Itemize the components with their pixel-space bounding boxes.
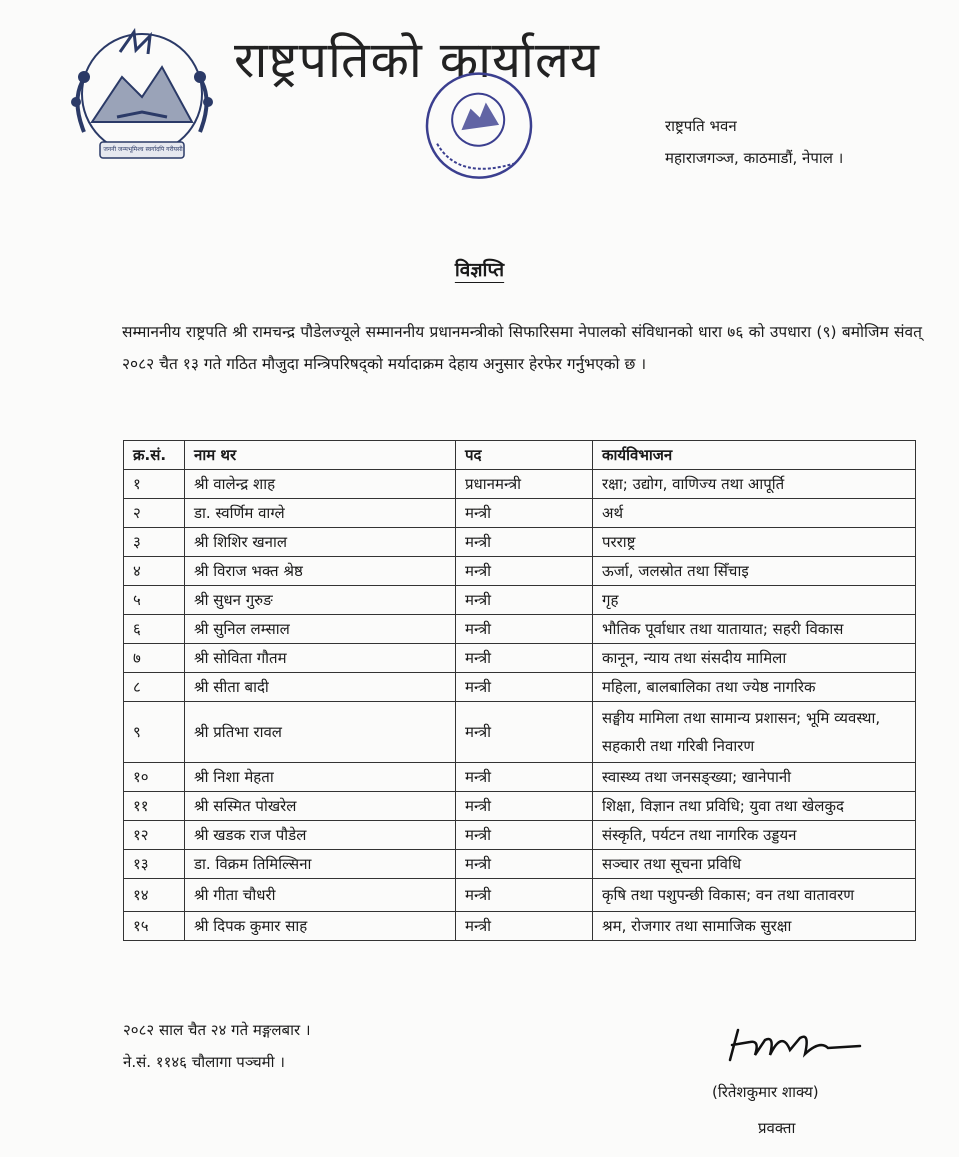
signature-icon: [720, 1020, 870, 1080]
cell-name: श्री खडक राज पौडेल: [185, 821, 456, 850]
table-row: [124, 673, 916, 702]
cell-serial: १५: [124, 912, 185, 941]
cell-serial: ७: [124, 644, 185, 673]
cell-portfolio: कानून, न्याय तथा संसदीय मामिला: [593, 644, 916, 673]
cell-post: मन्त्री: [456, 879, 593, 912]
header-name: नाम थर: [185, 441, 456, 470]
cell-post: मन्त्री: [456, 644, 593, 673]
cell-post: मन्त्री: [456, 586, 593, 615]
cabinet-table: [123, 440, 916, 941]
notice-body: सम्माननीय राष्ट्रपति श्री रामचन्द्र पौडेलज्यूले सम्माननीय प्रधानमन्त्रीको सिफारिसमा नेपालको संविधानको धारा ७६ को उपधारा (९) बमोजिम संवत् २०८२ चैत १३ गते गठित मौजुदा मन्त्रिपरिषद्को मर्यादाक्रम देहाय अनुसार हेरफेर गर्नुभएको छ ।: [122, 323, 922, 373]
cell-serial: १३: [124, 850, 185, 879]
cell-name: डा. विक्रम तिमिल्सिना: [185, 850, 456, 879]
cell-serial: ४: [124, 557, 185, 586]
address-line-2: महाराजगञ्ज, काठमाडौं, नेपाल ।: [665, 149, 844, 167]
header-portfolio: कार्यविभाजन: [593, 441, 916, 470]
cell-post: मन्त्री: [456, 763, 593, 792]
cell-name: श्री विराज भक्त श्रेष्ठ: [185, 557, 456, 586]
table-row: [124, 821, 916, 850]
cell-serial: ११: [124, 792, 185, 821]
table-row: [124, 912, 916, 941]
cell-name: श्री प्रतिभा रावल: [185, 702, 456, 763]
table-header-row: [124, 441, 916, 470]
cell-portfolio: स्वास्थ्य तथा जनसङ्ख्या; खानेपानी: [593, 763, 916, 792]
cell-post: मन्त्री: [456, 792, 593, 821]
cell-portfolio: शिक्षा, विज्ञान तथा प्रविधि; युवा तथा खेलकुद: [593, 792, 916, 821]
office-address: [665, 110, 843, 174]
cell-post: मन्त्री: [456, 499, 593, 528]
cell-portfolio: गृह: [593, 586, 916, 615]
cell-serial: ६: [124, 615, 185, 644]
cell-portfolio: अर्थ: [593, 499, 916, 528]
table-row: [124, 470, 916, 499]
cell-portfolio: ऊर्जा, जलस्रोत तथा सिँचाइ: [593, 557, 916, 586]
address-line-1: राष्ट्रपति भवन: [665, 117, 737, 135]
cell-portfolio: सञ्चार तथा सूचना प्रविधि: [593, 850, 916, 879]
table-row: [124, 557, 916, 586]
office-title: राष्ट्रपतिको कार्यालय: [234, 31, 600, 89]
cell-name: श्री निशा मेहता: [185, 763, 456, 792]
cell-portfolio: महिला, बालबालिका तथा ज्येष्ठ नागरिक: [593, 673, 916, 702]
emblem-caption: जननी जन्मभूमिश्च स्वर्गादपि गरीयसी: [103, 146, 183, 153]
table-row: [124, 615, 916, 644]
cell-name: श्री सुनिल लम्साल: [185, 615, 456, 644]
cell-serial: ९: [124, 702, 185, 763]
cell-post: मन्त्री: [456, 702, 593, 763]
table-row: [124, 850, 916, 879]
cell-post: मन्त्री: [456, 673, 593, 702]
cell-portfolio: कृषि तथा पशुपन्छी विकास; वन तथा वातावरण: [593, 879, 916, 912]
cell-portfolio: सङ्घीय मामिला तथा सामान्य प्रशासन; भूमि व्यवस्था, सहकारी तथा गरिबी निवारण: [593, 702, 916, 763]
cell-post: मन्त्री: [456, 850, 593, 879]
date-line-1: २०८२ साल चैत २४ गते मङ्गलबार ।: [123, 1021, 311, 1039]
table-row: [124, 499, 916, 528]
cell-name: डा. स्वर्णिम वाग्ले: [185, 499, 456, 528]
cell-name: श्री सोविता गौतम: [185, 644, 456, 673]
table-row: [124, 644, 916, 673]
cell-serial: १: [124, 470, 185, 499]
cell-name: श्री वालेन्द्र शाह: [185, 470, 456, 499]
cell-name: श्री सस्मित पोखरेल: [185, 792, 456, 821]
table-row: [124, 528, 916, 557]
signatory-name: (रितेशकुमार शाक्य): [712, 1083, 819, 1101]
cell-serial: २: [124, 499, 185, 528]
header-post: पद: [456, 441, 593, 470]
notice-heading-text: विज्ञप्ति: [454, 259, 505, 281]
cell-portfolio: भौतिक पूर्वाधार तथा यातायात; सहरी विकास: [593, 615, 916, 644]
table-row: [124, 763, 916, 792]
notice-heading: [0, 256, 959, 282]
table-row: [124, 792, 916, 821]
cell-serial: ८: [124, 673, 185, 702]
cell-serial: ३: [124, 528, 185, 557]
table-row: [124, 702, 916, 763]
cell-name: श्री शिशिर खनाल: [185, 528, 456, 557]
cell-post: मन्त्री: [456, 912, 593, 941]
cell-post: मन्त्री: [456, 821, 593, 850]
cell-name: श्री सुधन गुरुङ: [185, 586, 456, 615]
cell-portfolio: संस्कृति, पर्यटन तथा नागरिक उड्डयन: [593, 821, 916, 850]
cell-serial: १४: [124, 879, 185, 912]
cell-name: श्री दिपक कुमार साह: [185, 912, 456, 941]
cell-post: प्रधानमन्त्री: [456, 470, 593, 499]
cell-post: मन्त्री: [456, 528, 593, 557]
cell-portfolio: परराष्ट्र: [593, 528, 916, 557]
official-seal-icon: [402, 68, 552, 198]
issue-date: [123, 1014, 311, 1078]
table-row: [124, 879, 916, 912]
cell-post: मन्त्री: [456, 615, 593, 644]
cell-name: श्री सीता बादी: [185, 673, 456, 702]
cell-serial: ५: [124, 586, 185, 615]
cell-serial: १२: [124, 821, 185, 850]
cell-portfolio: रक्षा; उद्योग, वाणिज्य तथा आपूर्ति: [593, 470, 916, 499]
cabinet-table-body: [124, 470, 916, 941]
date-line-2: ने.सं. ११४६ चौलागा पञ्चमी ।: [123, 1053, 285, 1071]
cell-portfolio: श्रम, रोजगार तथा सामाजिक सुरक्षा: [593, 912, 916, 941]
signatory-title: प्रवक्ता: [758, 1119, 796, 1137]
cell-name: श्री गीता चौधरी: [185, 879, 456, 912]
cell-serial: १०: [124, 763, 185, 792]
table-row: [124, 586, 916, 615]
cell-post: मन्त्री: [456, 557, 593, 586]
header-serial: क्र.सं.: [124, 441, 185, 470]
